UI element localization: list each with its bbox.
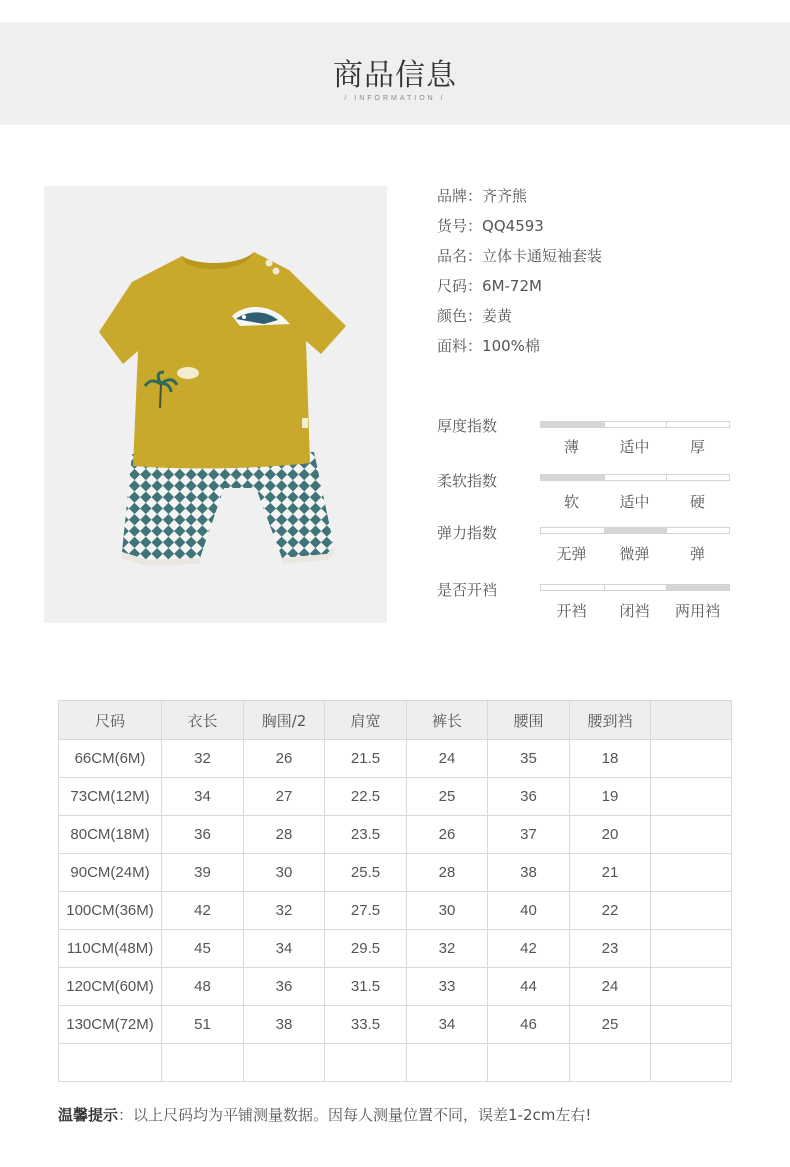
measurement-cell: 45 [162,930,244,968]
index-divider [666,421,667,428]
size-cell: 110CM(48M) [59,930,162,968]
measurement-cell [651,930,732,968]
measurement-cell: 23.5 [325,816,407,854]
measurement-cell: 34 [407,1006,488,1044]
softness-option: 适中 [619,493,650,511]
measurement-cell: 30 [244,854,325,892]
size-cell: 100CM(36M) [59,892,162,930]
measurement-cell: 42 [488,930,570,968]
measurement-cell: 32 [407,930,488,968]
crotch-option: 两用裆 [674,602,720,620]
info-fabric: 面料：100%棉 [437,337,540,355]
index-segment [541,528,604,533]
thickness-index-bar [540,421,730,428]
index-segment-selected [541,422,604,427]
column-header: 肩宽 [325,701,407,740]
measurement-cell [651,1006,732,1044]
measurement-cell: 51 [162,1006,244,1044]
index-divider [604,584,605,591]
column-header: 腰到裆 [570,701,651,740]
measurement-cell: 33.5 [325,1006,407,1044]
index-segment [666,528,729,533]
column-header: 衣长 [162,701,244,740]
table-row [59,854,732,892]
warm-tip-label: 温馨提示 [58,1106,119,1124]
measurement-cell [651,854,732,892]
measurement-cell: 27 [244,778,325,816]
table-row [59,778,732,816]
elasticity-option: 微弹 [619,545,650,563]
measurement-cell [651,816,732,854]
elasticity-index-label: 弹力指数 [437,524,498,542]
measurement-cell: 28 [407,854,488,892]
measurement-cell [570,1044,651,1082]
size-cell [59,1044,162,1082]
table-row [59,1006,732,1044]
measurement-cell: 20 [570,816,651,854]
measurement-cell: 21 [570,854,651,892]
size-chart-table [58,700,732,1082]
softness-option: 软 [563,493,579,511]
crotch-type-label: 是否开裆 [437,581,498,599]
measurement-cell: 25.5 [325,854,407,892]
elasticity-option: 弹 [689,545,705,563]
measurement-cell: 30 [407,892,488,930]
index-divider [666,527,667,534]
measurement-cell: 24 [570,968,651,1006]
index-segment [604,475,667,480]
measurement-cell: 27.5 [325,892,407,930]
column-header: 胸围/2 [244,701,325,740]
size-cell: 130CM(72M) [59,1006,162,1044]
info-brand: 品牌：齐齐熊 [437,187,528,205]
table-row [59,816,732,854]
measurement-cell: 39 [162,854,244,892]
index-segment [604,585,667,590]
table-row [59,930,732,968]
index-segment-selected [604,528,667,533]
measurement-cell: 38 [488,854,570,892]
measurement-cell [488,1044,570,1082]
index-segment [604,422,667,427]
softness-option: 硬 [689,493,705,511]
measurement-cell: 25 [407,778,488,816]
measurement-cell: 44 [488,968,570,1006]
measurement-cell [325,1044,407,1082]
thickness-option: 适中 [619,438,650,456]
thickness-option: 薄 [563,438,579,456]
column-header: 尺码 [59,701,162,740]
softness-index-bar [540,474,730,481]
measurement-cell: 32 [162,740,244,778]
info-color: 颜色：姜黄 [437,307,513,325]
index-divider [666,474,667,481]
index-divider [604,474,605,481]
index-segment-selected [666,585,729,590]
thickness-index-label: 厚度指数 [437,417,498,435]
measurement-cell: 36 [244,968,325,1006]
crotch-option: 闭裆 [619,602,650,620]
measurement-cell: 26 [407,816,488,854]
info-size: 尺码：6M-72M [437,277,542,295]
measurement-cell [651,968,732,1006]
size-cell: 66CM(6M) [59,740,162,778]
column-header: 裤长 [407,701,488,740]
size-cell: 90CM(24M) [59,854,162,892]
column-header [651,701,732,740]
index-segment [666,422,729,427]
measurement-cell [162,1044,244,1082]
index-segment-selected [541,475,604,480]
measurement-cell: 33 [407,968,488,1006]
size-cell: 80CM(18M) [59,816,162,854]
softness-index-label: 柔软指数 [437,472,498,490]
measurement-cell: 42 [162,892,244,930]
index-divider [604,421,605,428]
measurement-cell: 35 [488,740,570,778]
measurement-cell: 25 [570,1006,651,1044]
elasticity-option: 无弹 [556,545,587,563]
measurement-cell: 29.5 [325,930,407,968]
index-segment [541,585,604,590]
measurement-cell: 22 [570,892,651,930]
measurement-cell: 36 [162,816,244,854]
product-photo [44,186,387,623]
crotch-type-bar [540,584,730,591]
measurement-cell: 38 [244,1006,325,1044]
index-segment [666,475,729,480]
measurement-cell: 18 [570,740,651,778]
table-row [59,892,732,930]
elasticity-index-bar [540,527,730,534]
info-product-name: 品名：立体卡通短袖套装 [437,247,603,265]
measurement-cell: 19 [570,778,651,816]
measurement-cell: 40 [488,892,570,930]
measurement-cell [651,1044,732,1082]
measurement-cell: 23 [570,930,651,968]
table-row [59,740,732,778]
index-divider [604,527,605,534]
measurement-cell: 31.5 [325,968,407,1006]
info-sku: 货号：QQ4593 [437,217,544,235]
measurement-cell [651,740,732,778]
measurement-cell: 34 [162,778,244,816]
measurement-cell: 36 [488,778,570,816]
measurement-cell [651,892,732,930]
warm-tip-text: ：以上尺码均为平铺测量数据。因每人测量位置不同，误差1-2cm左右! [118,1106,592,1124]
table-row [59,1044,732,1082]
measurement-cell: 24 [407,740,488,778]
section-subtitle: / INFORMATION / [344,95,446,102]
measurement-cell: 28 [244,816,325,854]
table-header-row [59,701,732,740]
size-cell: 73CM(12M) [59,778,162,816]
measurement-cell: 48 [162,968,244,1006]
measurement-cell [651,778,732,816]
measurement-cell: 32 [244,892,325,930]
measurement-cell: 46 [488,1006,570,1044]
table-row [59,968,732,1006]
size-cell: 120CM(60M) [59,968,162,1006]
crotch-option: 开裆 [556,602,587,620]
measurement-cell: 22.5 [325,778,407,816]
measurement-cell: 26 [244,740,325,778]
measurement-cell: 37 [488,816,570,854]
measurement-cell [407,1044,488,1082]
measurement-cell [244,1044,325,1082]
section-title: 商品信息 [333,58,457,93]
section-header [0,22,790,125]
thickness-option: 厚 [689,438,705,456]
column-header: 腰围 [488,701,570,740]
measurement-cell: 34 [244,930,325,968]
warm-tip [58,1104,591,1125]
index-divider [666,584,667,591]
measurement-cell: 21.5 [325,740,407,778]
